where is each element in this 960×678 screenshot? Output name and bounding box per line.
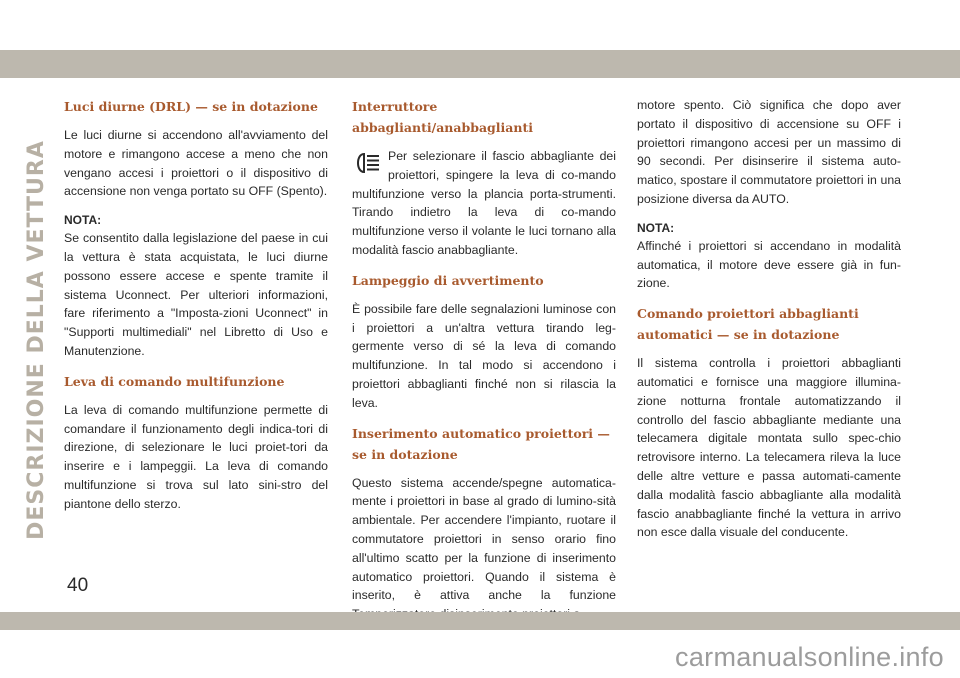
paragraph-auto-high-beam: Il sistema controlla i proiettori abbaglianti automatici e fornisce una maggiore illumina-zione notturna frontale automatizzando il controllo del fascio abbagliante mediante una telecamera digitale montata sullo spec-chio retrovisore interno. La telecamera rileva la luce delle altre vetture e passa automati-camente dalla modalità fascio abbagliante alla modalità fascio anabbagliante finché la vettura in arrivo non esce dalla visuale del conducente. [637, 356, 901, 540]
watermark [0, 640, 960, 678]
column-3 [637, 96, 901, 552]
heading-beam-switch: Interruttore abbaglianti/anabbaglianti [352, 99, 534, 135]
section-side-title [22, 100, 52, 590]
note-label: NOTA: [64, 213, 102, 228]
column-2 [352, 96, 616, 634]
paragraph-multifunction-lever: La leva di comando multifunzione permette di comandare il funzionamento degli indica-tori di direzione, di selezionare le luci proiet-tori da inserire e i lampeggii. La leva di comando multifunzione si trova sul lato sini-stro del piantone dello sterzo. [64, 402, 328, 511]
page-number: 40 [67, 575, 89, 596]
note-label: NOTA: [637, 220, 675, 235]
paragraph-drl: Le luci diurne si accendono all'avviamento del motore e rimangono accese a meno che non vengano accesi i proiettori o il dispositivo di accensione non venga portato su OFF (Spento). [64, 128, 328, 199]
heading-flash-to-pass: Lampeggio di avvertimento [352, 272, 544, 288]
paragraph-beam-switch: Per selezionare il fascio abbagliante dei proiettori, spingere la leva di co-mando multifunzione verso la plancia porta-strumenti. Tirando indietro la leva di co-mando multifunzione verso il volante le luci tornano alla modalità fascio anabbagliante. [352, 149, 616, 257]
header-band [0, 50, 960, 78]
footer-band [0, 612, 960, 630]
watermark-text: carmanualsonline.info [675, 642, 944, 672]
heading-auto-headlights: Inserimento automatico proiettori — se in dotazione [352, 425, 610, 462]
heading-multifunction-lever: Leva di comando multifunzione [64, 373, 285, 389]
beam-switch-block [352, 147, 616, 260]
side-title-text: DESCRIZIONE DELLA VETTURA [24, 140, 49, 540]
paragraph-auto-headlights: Questo sistema accende/spegne automatica-mente i proiettori in base al grado di lumino-sità ambientale. Per accendere l'impianto, ruotare il commutatore proiettori in senso orario fino all'ultimo scatto per la funzione di inserimento automatico proiettori. Quando il sistema è inserito, è attiva anche la funzione [352, 475, 616, 603]
paragraph-auto-headlights-continued: motore spento. Ciò significa che dopo aver portato il dispositivo di accensione su OFF i proiettori rimangono accesi per un massimo di 90 secondi. Per disinserire il sistema auto-matico, spostare il commutatore proiettori in una posizione diversa da AUTO. [637, 98, 901, 206]
note-text: Affinché i proiettori si accendano in modalità automatica, il motore deve essere già in fun-zione. [637, 238, 901, 291]
heading-drl: Luci diurne (DRL) — se in dotazione [64, 99, 318, 114]
heading-auto-high-beam: Comando proiettori abbaglianti automatici — se in dotazione [637, 306, 859, 343]
paragraph-flash-to-pass: È possibile fare delle segnalazioni luminose con i proiettori a un'altra vettura tirando leg-germente verso di sé la leva di comando multifunzione. In tal modo si accendono i proiettori abbaglianti finché non si rilascia la leva. [352, 301, 616, 410]
note-text: Se consentito dalla legislazione del paese in cui la vettura è stata acquistata, le luci diurne possono essere accese e spente tramite il sistema Uconnect. Per ulteriori informazioni, fare riferimento a "Imposta-zioni Uconnect" in "Supporti multimediali" nel Libretto di Uso e Manutenzione. [64, 231, 328, 358]
high-beam-icon [352, 151, 382, 175]
column-1 [64, 96, 328, 524]
